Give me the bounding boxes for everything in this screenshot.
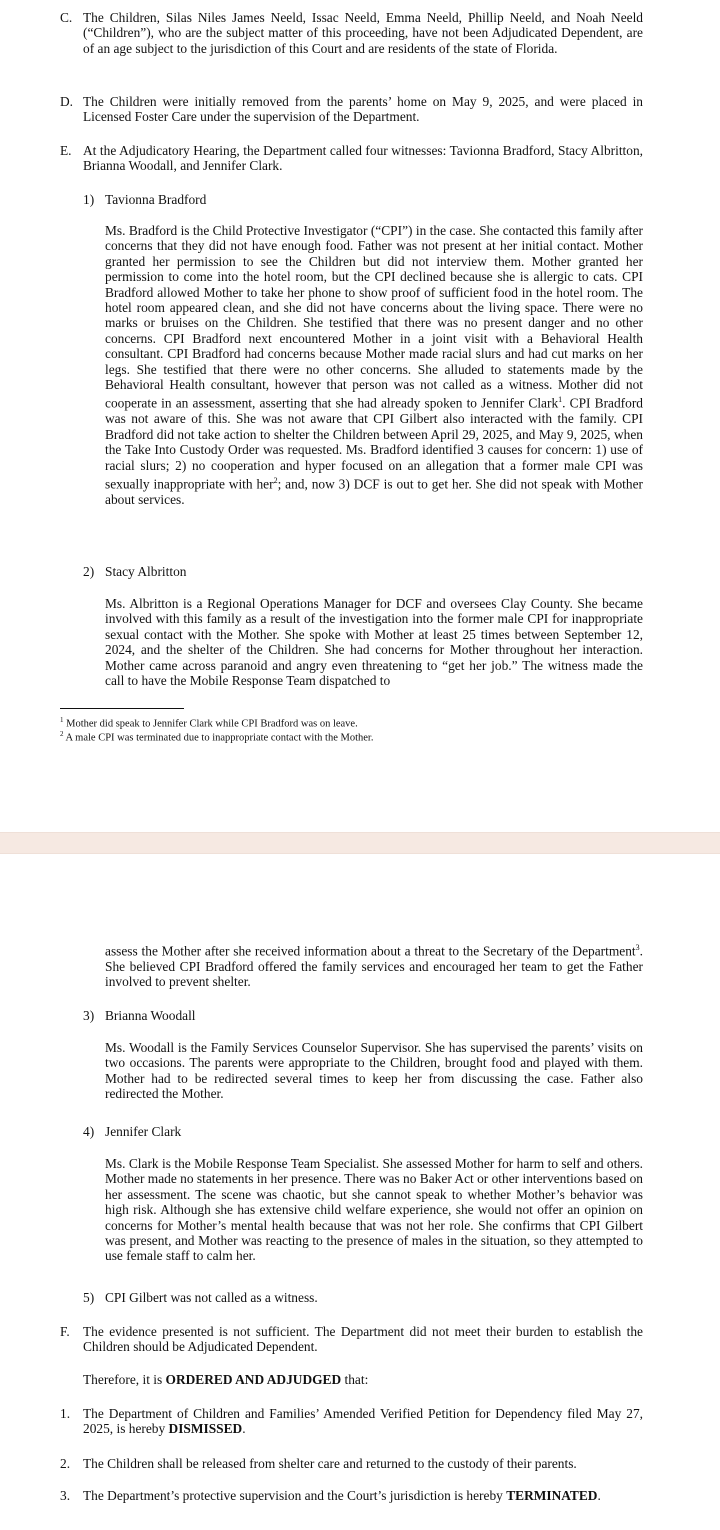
order-1-text (83, 1406, 643, 1437)
witness-2-testimony: Ms. Albritton is a Regional Operations Manager for DCF and oversees Clay County. She became involved with this family as a result of the investigation into the former male CPI for inappropriate sexual contact with the Mother. She spoke with Mother at least 25 times between September 12, 2024, and the shelter of the Children. She had concerns for Mother throughout her interaction. Mother came across paranoid and angry even threatening to “get her job.” The witness made the call to have the Mobile Response Team dispatched to (105, 596, 643, 689)
continued-text-b: . She believed CPI Bradford offered the family services and encouraged her team to get the Father involved to prevent shelter. (105, 943, 643, 990)
witness-1-number: 1) (83, 192, 95, 207)
witness-1-name: Tavionna Bradford (105, 192, 207, 207)
footnote-separator (60, 708, 184, 709)
witness-1-text-part-b: . CPI Bradford was not aware of this. She was not aware that CPI Gilbert also interacted with the family. CPI Bradford did not take action to shelter the Children between April 29, 2025, and May 9, 2025, when the Take Into Custody Order was requested. Ms. Bradford identified 3 causes for concern: 1) use of racial slurs; 2) no cooperation and hyper focused on an allegation that a former male CPI was sexually inappropriate with her (105, 395, 643, 492)
witness-5-number: 5) (83, 1290, 95, 1305)
therefore-post: that: (341, 1372, 369, 1387)
witness-4-number: 4) (83, 1124, 95, 1139)
document-page-2 (0, 854, 720, 1530)
order-3-body: The Department’s protective supervision and the Court’s jurisdiction is hereby (83, 1488, 507, 1503)
footnote-1-text: Mother did speak to Jennifer Clark while CPI Bradford was on leave. (66, 718, 358, 730)
footnote-2-text: A male CPI was terminated due to inappropriate contact with the Mother. (65, 732, 374, 744)
therefore-pre: Therefore, it is (83, 1372, 166, 1387)
section-c-label: C. (60, 10, 73, 25)
footnote-2-mark: 2 (60, 730, 64, 738)
witness-5-text: CPI Gilbert was not called as a witness. (105, 1290, 318, 1305)
section-d-label: D. (60, 94, 74, 109)
witness-1-testimony (105, 223, 643, 507)
order-3-text (83, 1488, 643, 1503)
witness-3-testimony: Ms. Woodall is the Family Services Counselor Supervisor. She has supervised the parents’ visits on two occasions. The parents were appropriate to the Children, brought food and played with them. Mother had to be redirected several times to keep her from discussing the case. Father also redirected the Mother. (105, 1040, 643, 1102)
order-1-body: The Department of Children and Families’ Amended Verified Petition for Dependency filed May 27, 2025, is hereby (83, 1406, 643, 1437)
continued-text-a: assess the Mother after she received information about a threat to the Secretary of the Department (105, 943, 636, 959)
section-e-label: E. (60, 143, 72, 158)
footnote-ref-2: 2 (273, 475, 278, 485)
witness-2-name: Stacy Albritton (105, 564, 187, 579)
order-3-number: 3. (60, 1488, 71, 1503)
section-e-text: At the Adjudicatory Hearing, the Department called four witnesses: Tavionna Bradford, Stacy Albritton, Brianna Woodall, and Jennifer Clark. (83, 143, 643, 174)
witness-1-text-part-c: ; and, now 3) DCF is out to get her. She did not speak with Mother about services. (105, 476, 643, 507)
section-c-text: The Children, Silas Niles James Neeld, Issac Neeld, Emma Neeld, Phillip Neeld, and Noah Neeld (“Children”), who are the subject matter of this proceeding, have not been Adjudicated Dependent, are of an age subject to the jurisdiction of this Court and are residents of the state of Florida. (83, 10, 643, 56)
section-f-label: F. (60, 1324, 70, 1339)
witness-3-number: 3) (83, 1008, 95, 1023)
witness-1-text-part-a: Ms. Bradford is the Child Protective Investigator (“CPI”) in the case. She contacted this family after concerns that they did not have enough food. Father was not present at her initial contact. Mother granted her permission to see the Children but did not interview them. Mother granted her permission to come into the hotel room, but the CPI declined because she is allergic to cats. CPI Bradford allowed Mother to take her phone to show proof of sufficient food in the hotel room. The hotel room appeared clean, and she did not have concerns about the living space. There were no marks or bruises on the Children. She testified that there was no present danger and no other concerns. CPI Bradford next encountered Mother in a joint visit with a Behavioral Health consultant. CPI Bradford had concerns because Mother made racial slurs and had cut marks on her legs. She testified that there were no other concerns. She alluded to statements made by the Behavioral Health consultant, however that person was not called as a witness. Mother did not cooperate in an assessment, asserting that she had already spoken to Jennifer Clark (105, 223, 643, 411)
order-1-end: . (242, 1421, 246, 1437)
order-2-text: The Children shall be released from shelter care and returned to the custody of their parents. (83, 1456, 577, 1471)
footnote-ref-1: 1 (558, 395, 563, 405)
section-f-text: The evidence presented is not sufficient. The Department did not meet their burden to establish the Children should be Adjudicated Dependent. (83, 1324, 643, 1355)
order-3-end: . (597, 1488, 601, 1503)
section-d-text: The Children were initially removed from the parents’ home on May 9, 2025, and were placed in Licensed Foster Care under the supervision of the Department. (83, 94, 643, 125)
order-1-dismissed: DISMISSED (168, 1421, 243, 1437)
witness-4-testimony: Ms. Clark is the Mobile Response Team Specialist. She assessed Mother for harm to self and others. Mother made no statements in her presence. There was no Baker Act or other interventions based on her assessment. The scene was chaotic, but she cannot speak to whether Mother’s behavior was high risk. Although she has extensive child welfare experience, she would not offer an opinion on concerns for Mother’s mental health because that was not her role. She confirms that CPI Gilbert was present, and Mother was reacting to the presence of males in the situation, so they attempted to use female staff to calm her. (105, 1156, 643, 1264)
ordered-adjudged-line (83, 1372, 368, 1387)
witness-3-name: Brianna Woodall (105, 1008, 196, 1023)
order-2-number: 2. (60, 1456, 71, 1471)
order-3-terminated: TERMINATED (506, 1488, 598, 1503)
footnote-ref-3: 3 (635, 943, 640, 952)
page-gap (0, 832, 720, 854)
footnote-1-mark: 1 (60, 716, 64, 724)
ordered-adjudged-bold: ORDERED AND ADJUDGED (165, 1372, 342, 1387)
witness-4-name: Jennifer Clark (105, 1124, 182, 1139)
footnote-2 (60, 728, 373, 745)
witness-2-number: 2) (83, 564, 95, 579)
order-1-number: 1. (60, 1406, 71, 1421)
witness-2-testimony-continued (105, 940, 643, 990)
